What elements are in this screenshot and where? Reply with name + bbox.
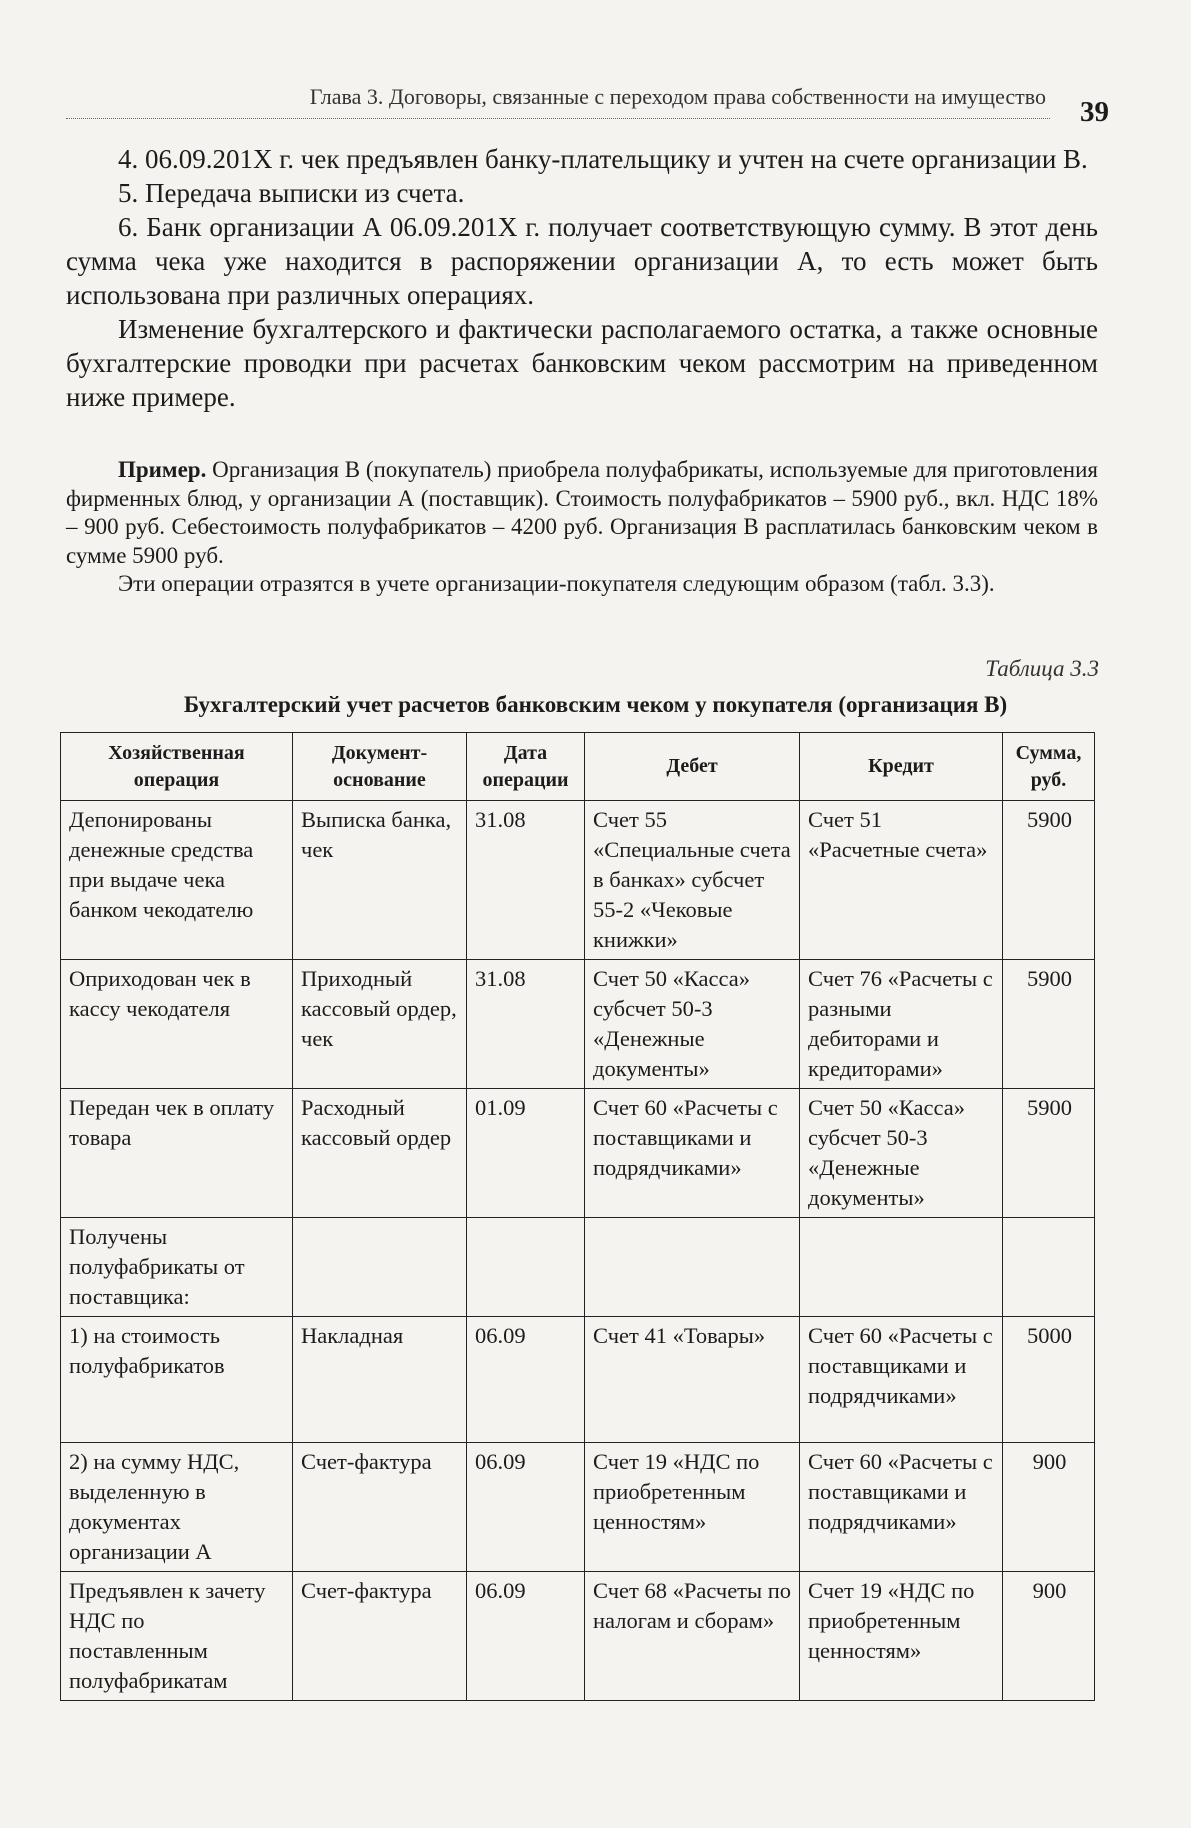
running-head: Глава 3. Договоры, связанные с переходом права собственности на имущество	[309, 84, 1046, 109]
cell-debit: Счет 19 «НДС по приобретенным ценностям»	[585, 1443, 800, 1572]
example-paragraph	[66, 456, 1098, 570]
cell-date	[467, 1218, 585, 1317]
cell-operation: 1) на стоимость полуфабрикатов	[61, 1317, 293, 1443]
cell-sum: 5900	[1003, 960, 1095, 1089]
example-text: Организация В (покупатель) приобрела полуфабрикаты, используемые для приготовления фирменных блюд, у организации А (поставщик). Стоимость полуфабрикатов – 5900 руб., вкл. НДС 18% – 900 руб. Себестоимость полуфабрикатов – 4200 руб. Организация В расплатилась банковским чеком в сумме 5900 руб.	[66, 457, 1099, 568]
cell-debit: Счет 68 «Расчеты по налогам и сборам»	[585, 1572, 800, 1701]
cell-operation: Депонированы денежные средства при выдаче чека банком чекодателю	[61, 801, 293, 960]
cell-operation: Получены полуфабрикаты от поставщика:	[61, 1218, 293, 1317]
cell-operation: Передан чек в оплату товара	[61, 1089, 293, 1218]
paragraph: 6. Банк организации А 06.09.201X г. получает соответствующую сумму. В этот день сумма чека уже находится в распоряжении организации А, то есть может быть использована при различных операциях.	[66, 212, 1098, 310]
body-text	[66, 142, 1098, 414]
page-number: 39	[1080, 96, 1109, 128]
table-row	[61, 1572, 1095, 1701]
table-row	[61, 960, 1095, 1089]
header-sum: Сумма, руб.	[1003, 733, 1095, 801]
table-row	[61, 1443, 1095, 1572]
example-block	[66, 456, 1098, 599]
table-row	[61, 1317, 1095, 1443]
example-followup: Эти операции отразятся в учете организации-покупателя следующим образом (табл. 3.3).	[118, 571, 995, 596]
cell-debit	[585, 1218, 800, 1317]
cell-date: 06.09	[467, 1443, 585, 1572]
cell-sum: 5000	[1003, 1317, 1095, 1443]
table-header-row	[61, 733, 1095, 801]
cell-document: Счет-фактура	[293, 1443, 467, 1572]
cell-date: 06.09	[467, 1317, 585, 1443]
cell-credit: Счет 76 «Расчеты с разными дебиторами и кредиторами»	[800, 960, 1003, 1089]
cell-credit: Счет 60 «Расчеты с поставщиками и подрядчиками»	[800, 1317, 1003, 1443]
cell-credit: Счет 50 «Касса» субсчет 50-3 «Денежные документы»	[800, 1089, 1003, 1218]
table-row	[61, 1089, 1095, 1218]
cell-document: Расходный кассовый ордер	[293, 1089, 467, 1218]
cell-debit: Счет 55 «Специальные счета в банках» субсчет 55-2 «Чековые книжки»	[585, 801, 800, 960]
cell-date: 31.08	[467, 960, 585, 1089]
cell-credit: Счет 51 «Расчетные счета»	[800, 801, 1003, 960]
cell-sum	[1003, 1218, 1095, 1317]
table-number: Таблица 3.3	[985, 656, 1099, 681]
cell-sum: 5900	[1003, 1089, 1095, 1218]
cell-document: Приходный кассовый ордер, чек	[293, 960, 467, 1089]
header-divider	[66, 118, 1050, 119]
table-row	[61, 1218, 1095, 1317]
cell-document: Счет-фактура	[293, 1572, 467, 1701]
header-operation: Хозяйственная операция	[61, 733, 293, 801]
table-title: Бухгалтерский учет расчетов банковским чеком у покупателя (организация В)	[183, 692, 1008, 717]
header-date: Дата операции	[467, 733, 585, 801]
paragraph: 4. 06.09.201X г. чек предъявлен банку-плательщику и учтен на счете организации В.	[118, 144, 1088, 174]
header-document: Документ-основание	[293, 733, 467, 801]
cell-credit: Счет 60 «Расчеты с поставщиками и подрядчиками»	[800, 1443, 1003, 1572]
table-row	[61, 801, 1095, 960]
example-lead: Пример.	[118, 457, 207, 482]
cell-credit	[800, 1218, 1003, 1317]
cell-operation: 2) на сумму НДС, выделенную в документах организации А	[61, 1443, 293, 1572]
cell-sum: 900	[1003, 1572, 1095, 1701]
cell-sum: 5900	[1003, 801, 1095, 960]
cell-credit: Счет 19 «НДС по приобретенным ценностям»	[800, 1572, 1003, 1701]
header-credit: Кредит	[800, 733, 1003, 801]
cell-debit: Счет 60 «Расчеты с поставщиками и подрядчиками»	[585, 1089, 800, 1218]
cell-document	[293, 1218, 467, 1317]
cell-date: 31.08	[467, 801, 585, 960]
cell-operation: Предъявлен к зачету НДС по поставленным полуфабрикатам	[61, 1572, 293, 1701]
paragraph: 5. Передача выписки из счета.	[118, 178, 465, 208]
cell-document: Накладная	[293, 1317, 467, 1443]
paragraph: Изменение бухгалтерского и фактически располагаемого остатка, а также основные бухгалтерские проводки при расчетах банковским чеком рассмотрим на приведенном ниже примере.	[66, 314, 1098, 412]
header-debit: Дебет	[585, 733, 800, 801]
cell-date: 06.09	[467, 1572, 585, 1701]
cell-debit: Счет 41 «Товары»	[585, 1317, 800, 1443]
cell-operation: Оприходован чек в кассу чекодателя	[61, 960, 293, 1089]
cell-date: 01.09	[467, 1089, 585, 1218]
cell-document: Выписка банка, чек	[293, 801, 467, 960]
cell-debit: Счет 50 «Касса» субсчет 50-3 «Денежные документы»	[585, 960, 800, 1089]
accounting-table	[60, 732, 1095, 1701]
cell-sum: 900	[1003, 1443, 1095, 1572]
